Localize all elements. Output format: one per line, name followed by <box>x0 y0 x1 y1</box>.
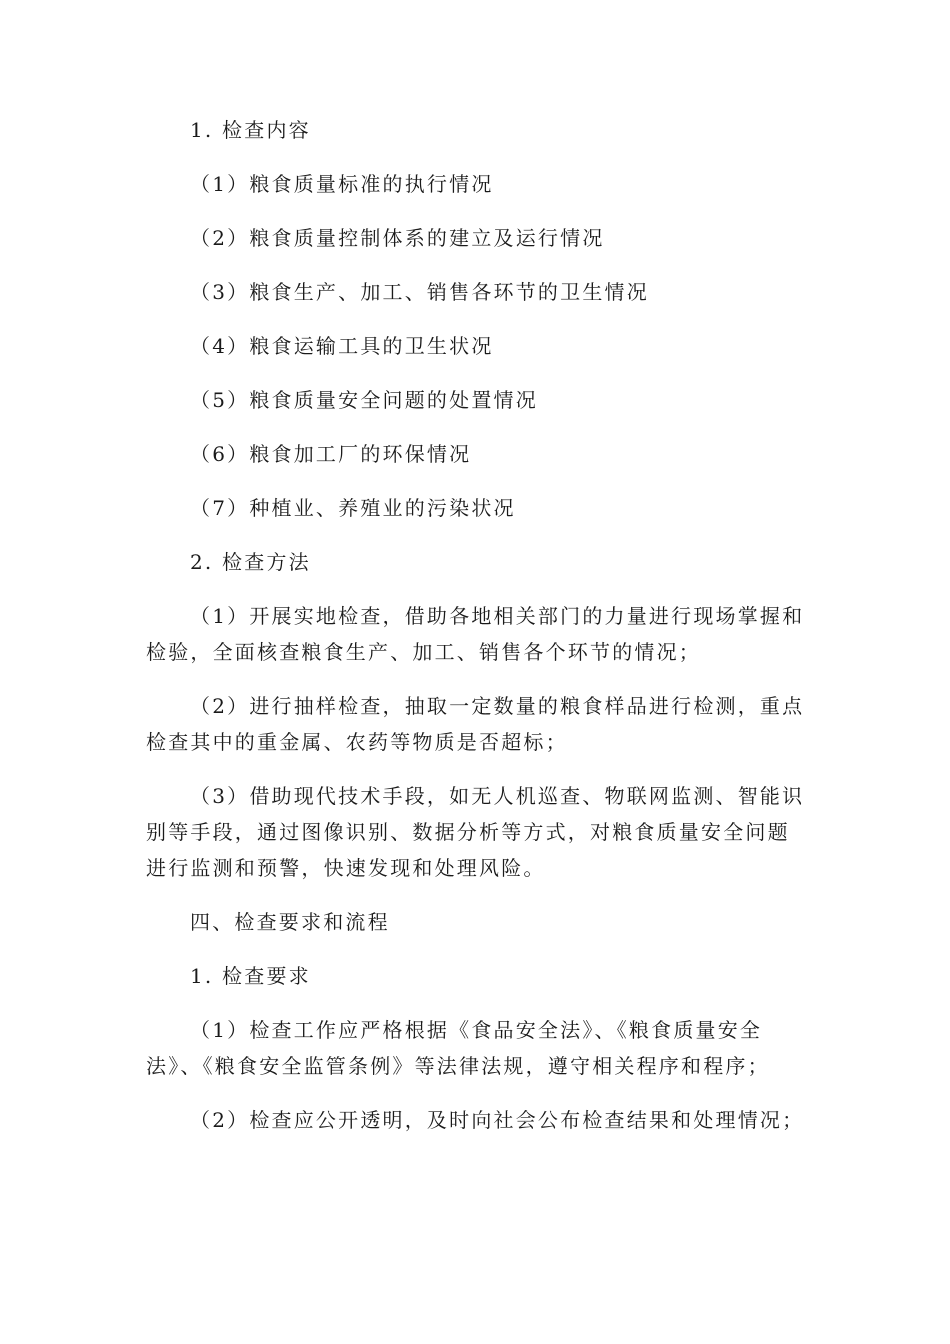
list-item-safety-handling: （5）粮食质量安全问题的处置情况 <box>190 388 538 412</box>
section-heading-inspection-method: 2. 检查方法 <box>190 550 311 574</box>
method-item-sampling: （2）进行抽样检查，抽取一定数量的粮食样品进行检测，重点检查其中的重金属、农药等物质是否超标； <box>146 694 805 754</box>
method-item-technology: （3）借助现代技术手段，如无人机巡查、物联网监测、智能识别等手段，通过图像识别、数据分析等方式，对粮食质量安全问题进行监测和预警，快速发现和处理风险。 <box>146 784 805 880</box>
requirement-item-legal-basis: （1）检查工作应严格根据《食品安全法》、《粮食质量安全法》、《粮食安全监管条例》等法律法规，遵守相关程序和程序； <box>146 1018 770 1078</box>
section-heading-requirements-process: 四、检查要求和流程 <box>190 910 390 934</box>
section-heading-requirements: 1. 检查要求 <box>190 964 311 988</box>
method-item-onsite: （1）开展实地检查，借助各地相关部门的力量进行现场掌握和检验，全面核查粮食生产、加工、销售各个环节的情况； <box>146 604 805 664</box>
list-item-quality-standard: （1）粮食质量标准的执行情况 <box>190 172 494 196</box>
document-body <box>146 112 806 1156</box>
section-heading-inspection-content: 1. 检查内容 <box>190 118 311 142</box>
list-item-transport-hygiene: （4）粮食运输工具的卫生状况 <box>190 334 494 358</box>
list-item-pollution-status: （7）种植业、养殖业的污染状况 <box>190 496 516 520</box>
requirement-item-transparency: （2）检查应公开透明，及时向社会公布检查结果和处理情况； <box>190 1108 805 1132</box>
list-item-hygiene-stages: （3）粮食生产、加工、销售各环节的卫生情况 <box>190 280 649 304</box>
list-item-factory-environment: （6）粮食加工厂的环保情况 <box>190 442 472 466</box>
list-item-quality-control-system: （2）粮食质量控制体系的建立及运行情况 <box>190 226 605 250</box>
